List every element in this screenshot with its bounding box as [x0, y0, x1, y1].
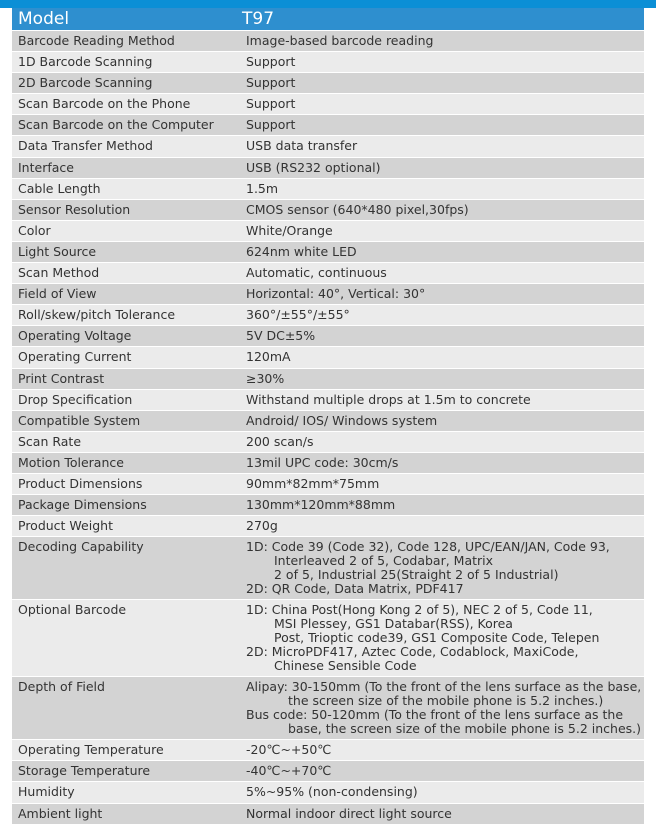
spec-value-line: Post, Trioptic code39, GS1 Composite Code, Telepen — [274, 630, 600, 646]
spec-row — [12, 410, 644, 431]
spec-row-multiline — [12, 537, 644, 600]
top-accent-band — [0, 0, 656, 8]
spec-value: Support — [232, 52, 644, 73]
spec-row — [12, 199, 644, 220]
spec-row — [12, 452, 644, 473]
spec-row — [12, 241, 644, 262]
spec-value — [232, 600, 644, 677]
spec-label: Scan Barcode on the Computer — [12, 115, 232, 136]
spec-row — [12, 31, 644, 52]
spec-value: 360°/±55°/±55° — [232, 305, 644, 326]
spec-label: Storage Temperature — [12, 761, 232, 782]
spec-value: 13mil UPC code: 30cm/s — [232, 452, 644, 473]
spec-value: 5V DC±5% — [232, 326, 644, 347]
spec-value: ≥30% — [232, 368, 644, 389]
spec-row — [12, 305, 644, 326]
spec-value: Support — [232, 73, 644, 94]
spec-label: Scan Rate — [12, 431, 232, 452]
spec-row — [12, 782, 644, 803]
spec-label: Field of View — [12, 284, 232, 305]
spec-label: Ambient light — [12, 803, 232, 824]
spec-row — [12, 347, 644, 368]
spec-value-line: Chinese Sensible Code — [274, 658, 417, 674]
spec-value: Image-based barcode reading — [232, 31, 644, 52]
spec-value-line: base, the screen size of the mobile phone is 5.2 inches.) — [288, 721, 641, 737]
header-row — [12, 8, 644, 31]
spec-label: Print Contrast — [12, 368, 232, 389]
spec-value: -40℃~+70℃ — [232, 761, 644, 782]
spec-label: Scan Barcode on the Phone — [12, 94, 232, 115]
spec-value-line: 2 of 5, Industrial 25(Straight 2 of 5 Industrial) — [274, 567, 559, 583]
spec-row — [12, 157, 644, 178]
spec-label: Roll/skew/pitch Tolerance — [12, 305, 232, 326]
spec-row — [12, 136, 644, 157]
spec-label: Decoding Capability — [12, 537, 232, 600]
spec-value-line: Alipay: 30-150mm (To the front of the lens surface as the base, — [246, 679, 642, 695]
spec-value-line: 1D: China Post(Hong Kong 2 of 5), NEC 2 of 5, Code 11, — [246, 602, 593, 618]
spec-value — [232, 677, 644, 740]
spec-row — [12, 178, 644, 199]
spec-row — [12, 284, 644, 305]
spec-value: Normal indoor direct light source — [232, 803, 644, 824]
spec-label: Sensor Resolution — [12, 199, 232, 220]
spec-label: Interface — [12, 157, 232, 178]
spec-row — [12, 73, 644, 94]
spec-value-line: the screen size of the mobile phone is 5.2 inches.) — [288, 693, 604, 709]
spec-value: 5%~95% (non-condensing) — [232, 782, 644, 803]
spec-value: Support — [232, 94, 644, 115]
spec-value: White/Orange — [232, 220, 644, 241]
spec-row-multiline — [12, 600, 644, 677]
spec-label: 2D Barcode Scanning — [12, 73, 232, 94]
spec-label: Operating Temperature — [12, 740, 232, 761]
spec-label: Color — [12, 220, 232, 241]
spec-row — [12, 220, 644, 241]
spec-row-multiline — [12, 677, 644, 740]
spec-table — [12, 8, 644, 825]
spec-value: Support — [232, 115, 644, 136]
spec-value — [232, 537, 644, 600]
spec-value: 200 scan/s — [232, 431, 644, 452]
spec-value: -20℃~+50℃ — [232, 740, 644, 761]
spec-row — [12, 389, 644, 410]
spec-label: Product Weight — [12, 516, 232, 537]
spec-value: 1.5m — [232, 178, 644, 199]
spec-row — [12, 263, 644, 284]
spec-value: Withstand multiple drops at 1.5m to concrete — [232, 389, 644, 410]
spec-value: 90mm*82mm*75mm — [232, 473, 644, 494]
spec-label: Data Transfer Method — [12, 136, 232, 157]
spec-value: Android/ IOS/ Windows system — [232, 410, 644, 431]
spec-label: Drop Specification — [12, 389, 232, 410]
spec-value: Horizontal: 40°, Vertical: 30° — [232, 284, 644, 305]
spec-row — [12, 115, 644, 136]
spec-label: Operating Current — [12, 347, 232, 368]
spec-value: 270g — [232, 516, 644, 537]
spec-value: 130mm*120mm*88mm — [232, 495, 644, 516]
spec-value-line: 2D: MicroPDF417, Aztec Code, Codablock, MaxiCode, — [246, 644, 579, 660]
spec-value-line: 2D: QR Code, Data Matrix, PDF417 — [246, 581, 464, 597]
spec-row — [12, 473, 644, 494]
spec-value: USB data transfer — [232, 136, 644, 157]
spec-label: Humidity — [12, 782, 232, 803]
spec-value: USB (RS232 optional) — [232, 157, 644, 178]
spec-label: Package Dimensions — [12, 495, 232, 516]
spec-value-line: 1D: Code 39 (Code 32), Code 128, UPC/EAN/JAN, Code 93, — [246, 539, 610, 555]
spec-label: Barcode Reading Method — [12, 31, 232, 52]
spec-row — [12, 431, 644, 452]
spec-row — [12, 761, 644, 782]
spec-row — [12, 326, 644, 347]
spec-label: Depth of Field — [12, 677, 232, 740]
spec-value-line: MSI Plessey, GS1 Databar(RSS), Korea — [274, 616, 513, 632]
spec-label: Operating Voltage — [12, 326, 232, 347]
spec-row — [12, 740, 644, 761]
model-label: Model — [12, 8, 232, 31]
spec-label: Product Dimensions — [12, 473, 232, 494]
model-value: T97 — [232, 8, 644, 31]
spec-label: 1D Barcode Scanning — [12, 52, 232, 73]
spec-row — [12, 516, 644, 537]
spec-value-line: Bus code: 50-120mm (To the front of the lens surface as the — [246, 707, 624, 723]
spec-label: Cable Length — [12, 178, 232, 199]
spec-label: Optional Barcode — [12, 600, 232, 677]
spec-row — [12, 94, 644, 115]
spec-value: 120mA — [232, 347, 644, 368]
spec-value-line: Interleaved 2 of 5, Codabar, Matrix — [274, 553, 494, 569]
spec-value: CMOS sensor (640*480 pixel,30fps) — [232, 199, 644, 220]
spec-value: Automatic, continuous — [232, 263, 644, 284]
spec-label: Scan Method — [12, 263, 232, 284]
spec-row — [12, 368, 644, 389]
spec-label: Compatible System — [12, 410, 232, 431]
spec-label: Light Source — [12, 241, 232, 262]
spec-row — [12, 52, 644, 73]
spec-value: 624nm white LED — [232, 241, 644, 262]
spec-row — [12, 803, 644, 824]
spec-label: Motion Tolerance — [12, 452, 232, 473]
spec-row — [12, 495, 644, 516]
